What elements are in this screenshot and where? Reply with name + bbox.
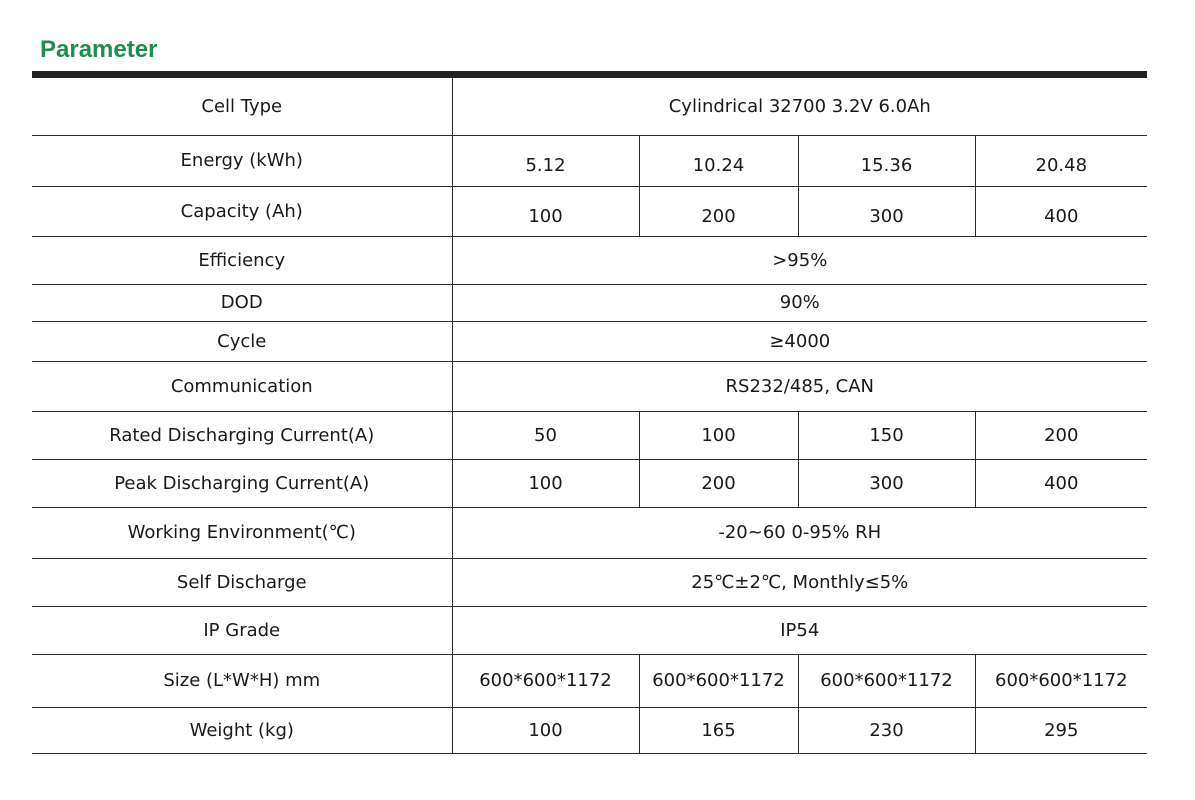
table-row-cell-type xyxy=(32,78,1147,135)
cell-value: 20.48 xyxy=(975,135,1147,186)
row-label: DOD xyxy=(32,284,452,321)
cell-value: 100 xyxy=(452,459,639,507)
table-row-efficiency xyxy=(32,236,1147,284)
row-value: >95% xyxy=(452,236,1147,284)
row-value: RS232/485, CAN xyxy=(452,361,1147,411)
cell-value: 100 xyxy=(452,707,639,753)
row-label: Cell Type xyxy=(32,78,452,135)
cell-value: 400 xyxy=(975,186,1147,236)
row-label: Cycle xyxy=(32,321,452,361)
row-label: IP Grade xyxy=(32,606,452,654)
row-label: Self Discharge xyxy=(32,558,452,606)
table-row-ip-grade xyxy=(32,606,1147,654)
row-label: Efficiency xyxy=(32,236,452,284)
row-label: Weight (kg) xyxy=(32,707,452,753)
row-label: Rated Discharging Current(A) xyxy=(32,411,452,459)
table-row-size xyxy=(32,654,1147,707)
cell-value: 15.36 xyxy=(798,135,975,186)
cell-value: 600*600*1172 xyxy=(975,654,1147,707)
table-row-working-environment xyxy=(32,507,1147,558)
row-value: IP54 xyxy=(452,606,1147,654)
table-row-peak-discharge xyxy=(32,459,1147,507)
cell-value: 100 xyxy=(452,186,639,236)
cell-value: 200 xyxy=(975,411,1147,459)
parameter-table xyxy=(32,78,1147,754)
cell-value: 400 xyxy=(975,459,1147,507)
cell-value: 295 xyxy=(975,707,1147,753)
row-label: Capacity (Ah) xyxy=(32,186,452,236)
row-label: Energy (kWh) xyxy=(32,135,452,186)
cell-value: 165 xyxy=(639,707,798,753)
row-label: Size (L*W*H) mm xyxy=(32,654,452,707)
cell-value: 10.24 xyxy=(639,135,798,186)
cell-value: 100 xyxy=(639,411,798,459)
cell-value: 200 xyxy=(639,186,798,236)
row-label: Working Environment(℃) xyxy=(32,507,452,558)
table-row-cycle xyxy=(32,321,1147,361)
row-label: Communication xyxy=(32,361,452,411)
table-row-communication xyxy=(32,361,1147,411)
row-label: Peak Discharging Current(A) xyxy=(32,459,452,507)
cell-value: 150 xyxy=(798,411,975,459)
cell-value: 5.12 xyxy=(452,135,639,186)
row-value: Cylindrical 32700 3.2V 6.0Ah xyxy=(452,78,1147,135)
cell-value: 300 xyxy=(798,186,975,236)
row-value: 25℃±2℃, Monthly≤5% xyxy=(452,558,1147,606)
row-value: ≥4000 xyxy=(452,321,1147,361)
table-row-dod xyxy=(32,284,1147,321)
cell-value: 200 xyxy=(639,459,798,507)
table-row-rated-discharge xyxy=(32,411,1147,459)
cell-value: 600*600*1172 xyxy=(639,654,798,707)
cell-value: 50 xyxy=(452,411,639,459)
table-row-weight xyxy=(32,707,1147,753)
cell-value: 600*600*1172 xyxy=(452,654,639,707)
cell-value: 600*600*1172 xyxy=(798,654,975,707)
title-divider xyxy=(32,71,1147,78)
table-row-capacity xyxy=(32,186,1147,236)
table-row-self-discharge xyxy=(32,558,1147,606)
table-row-energy xyxy=(32,135,1147,186)
row-value: -20~60 0-95% RH xyxy=(452,507,1147,558)
cell-value: 230 xyxy=(798,707,975,753)
cell-value: 300 xyxy=(798,459,975,507)
row-value: 90% xyxy=(452,284,1147,321)
page-title: Parameter xyxy=(40,36,158,63)
